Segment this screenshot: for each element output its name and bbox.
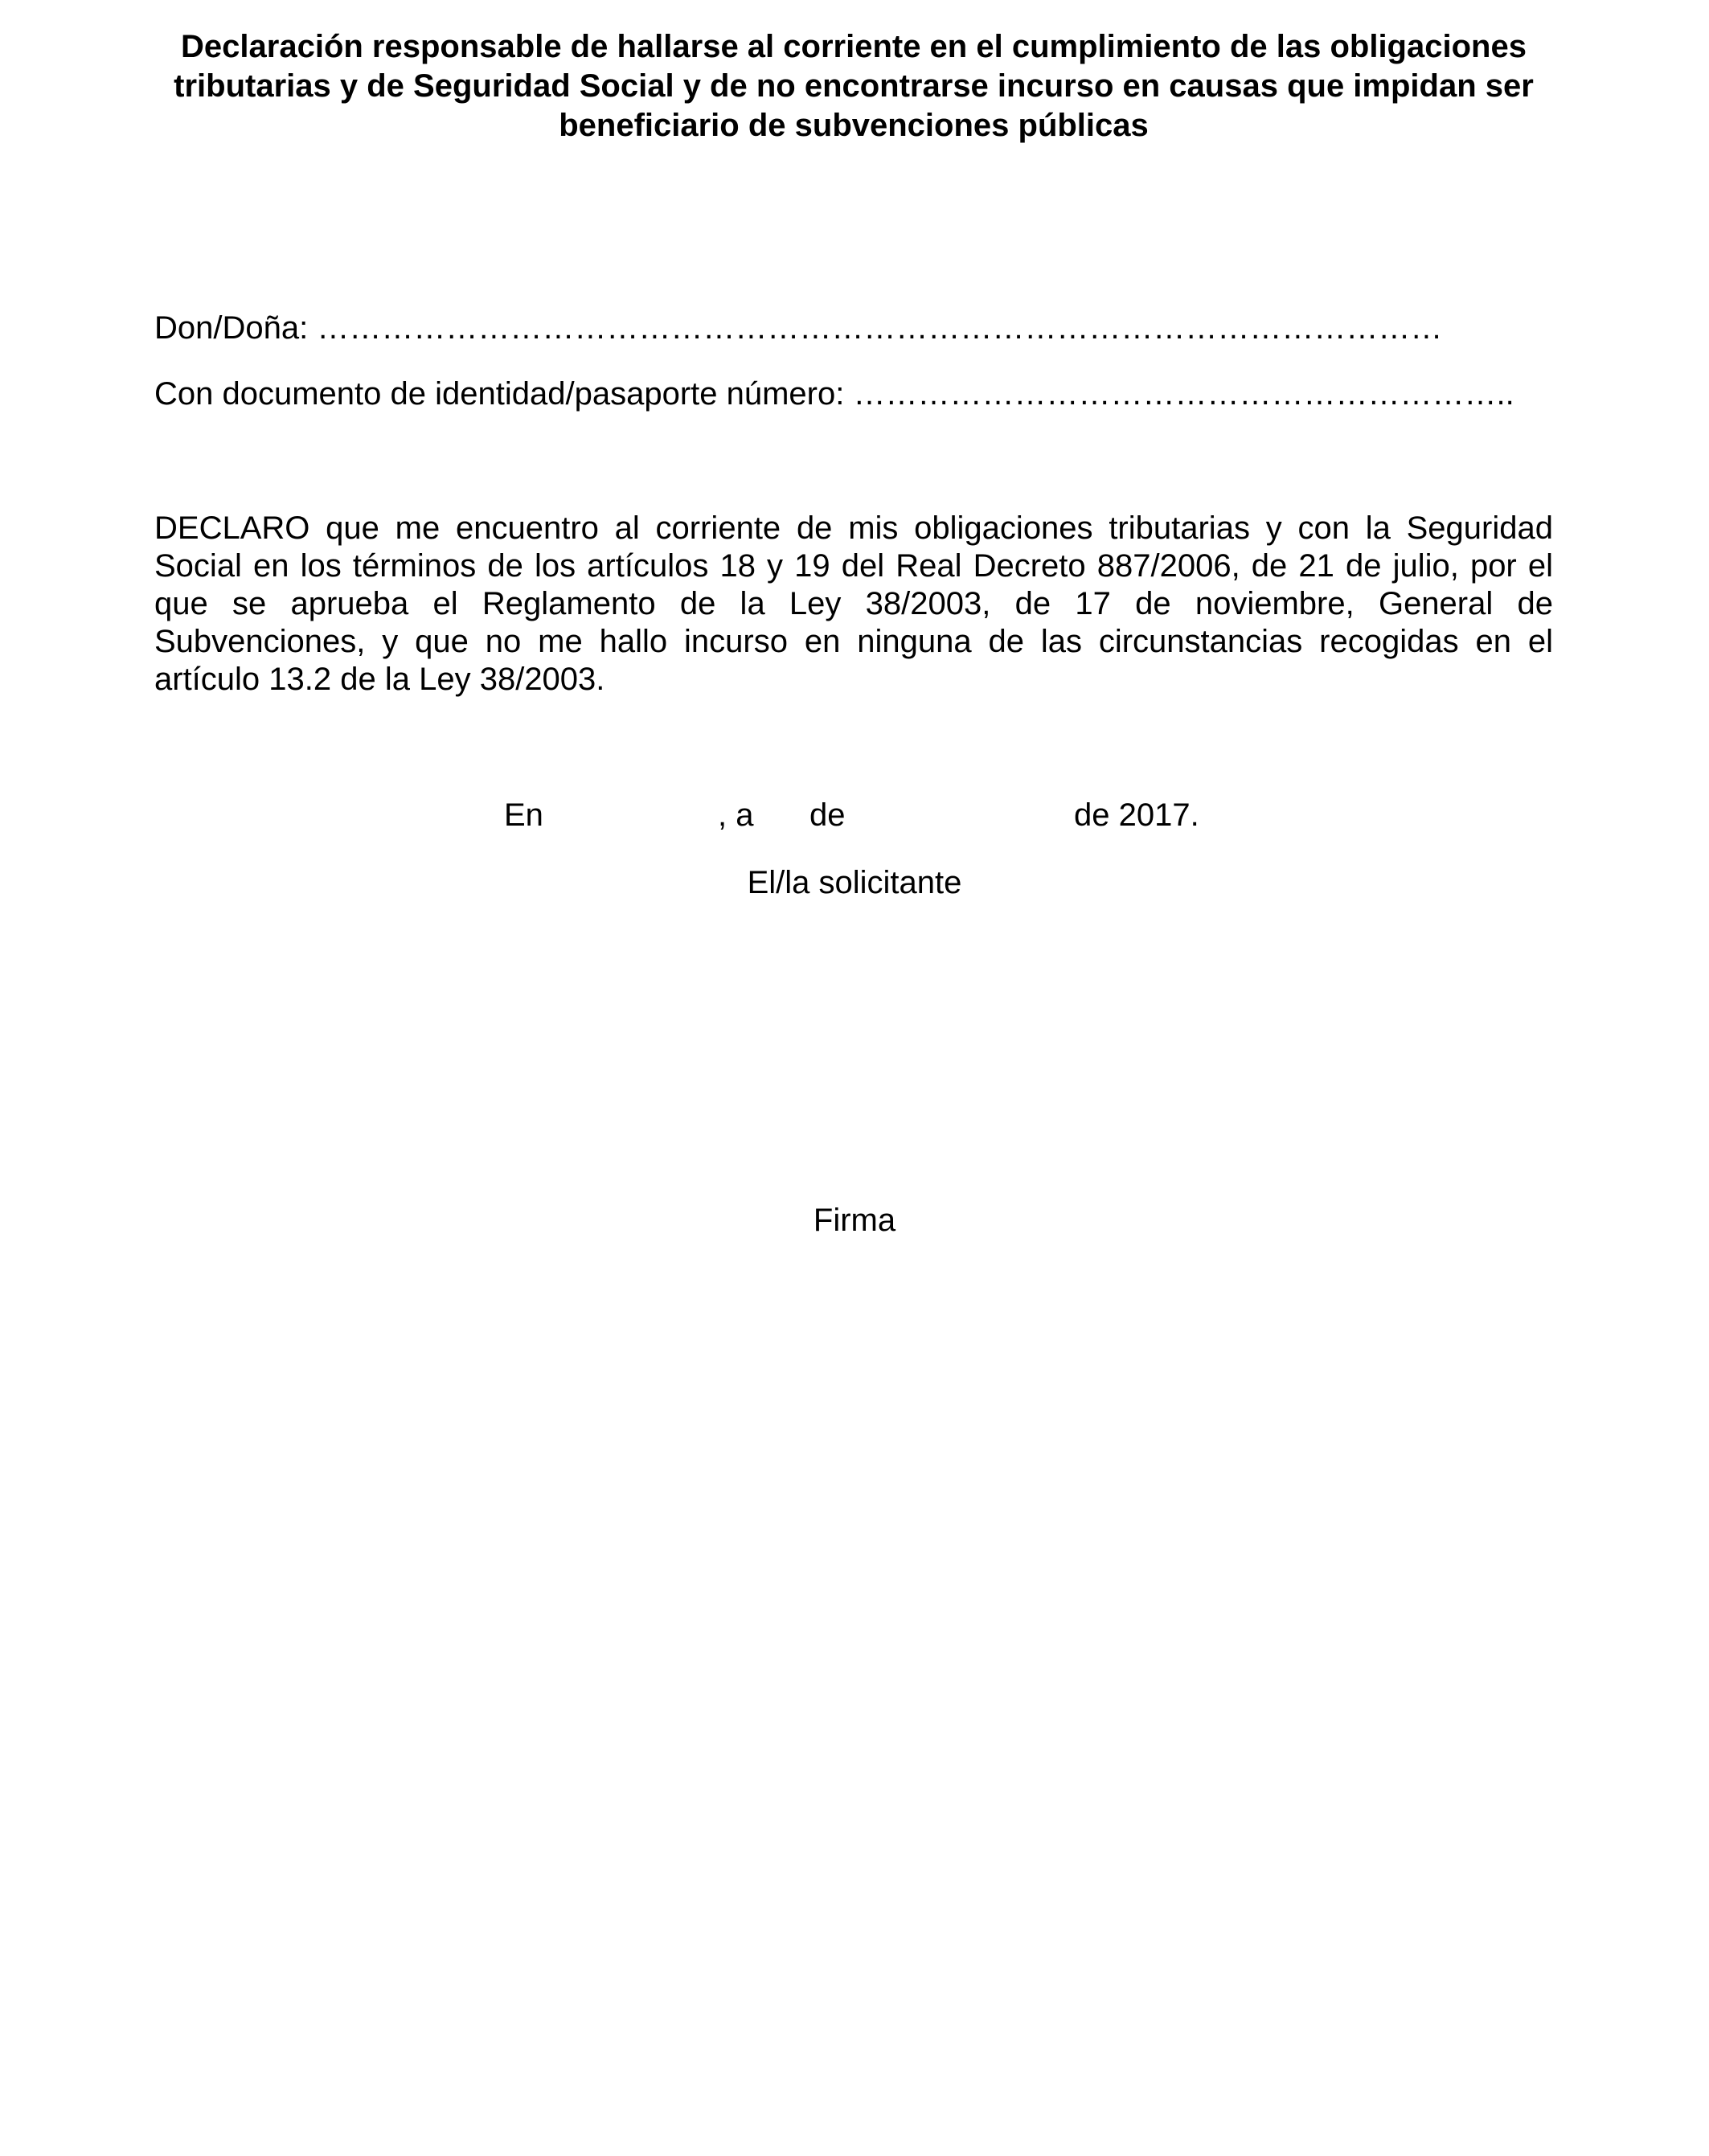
name-field-line xyxy=(154,309,1442,347)
month-label: de xyxy=(809,797,846,833)
name-label: Don/Doña: xyxy=(154,310,309,346)
year-label: de 2017. xyxy=(1074,797,1199,833)
signature-label: Firma xyxy=(813,1203,896,1238)
declaration-paragraph: DECLARO que me encuentro al corriente de mis obligaciones tributarias y con la Seguridad Social en los términos de los artículos 18 y 19 del Real Decreto 887/2006, de 21 de julio, por el que se aprueba el Reglamento de la Ley 38/2003, de 17 de noviembre, General de Subvenciones, y que no me hallo incurso en ninguna de las circunstancias recogidas en el artículo 13.2 de la Ley 38/2003. xyxy=(154,510,1553,697)
id-label: Con documento de identidad/pasaporte número: xyxy=(154,376,845,412)
place-label: En xyxy=(504,797,543,833)
id-field-line xyxy=(154,375,1514,413)
name-field[interactable]: …………………………………………………………………………………………… xyxy=(317,310,1443,346)
day-label: , a xyxy=(718,797,754,833)
applicant-label: El/la solicitante xyxy=(747,865,962,900)
document-title: Declaración responsable de hallarse al corriente en el cumplimiento de las obligaciones tributarias y de Seguridad Social y de no encontrarse incurso en causas que impidan ser beneficiario de subvenciones públicas xyxy=(174,29,1534,143)
id-number-field[interactable]: …………………………………………………….. xyxy=(853,376,1514,412)
